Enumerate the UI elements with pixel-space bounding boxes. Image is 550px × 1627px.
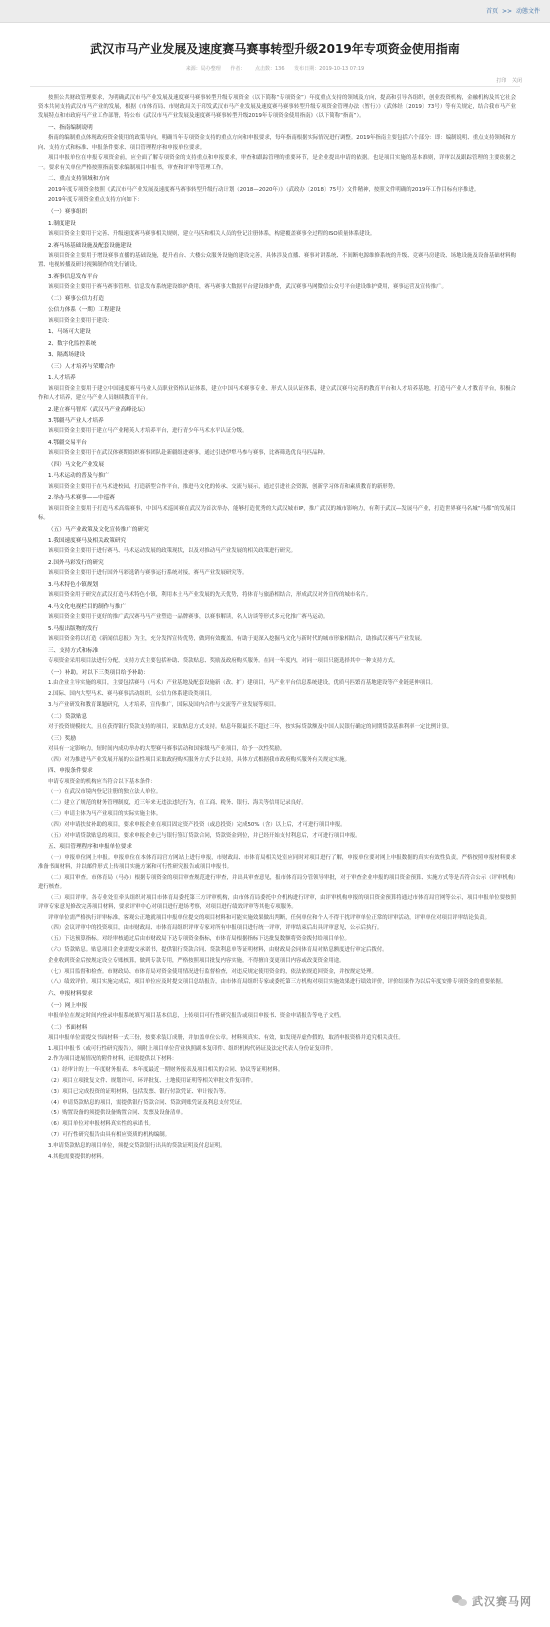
- body-paragraph: 该项目资金主要用于完善、升级速度赛马赛事相关规则，建立马匹和相关人员的登记注册体系，构建覆盖赛事全过程的ISO质量体系建设。: [48, 230, 376, 237]
- section-heading: 公信力体系（一期）工程建设: [48, 307, 121, 314]
- top-bar: [0, 0, 550, 23]
- divider: [30, 86, 520, 87]
- section-heading: 1、马场可大建设: [48, 329, 91, 336]
- section-heading: 3.鄂疆马产业人才培养: [48, 418, 104, 424]
- body-paragraph: 该项目资金主要用于在武汉体赛期组织赛事团队赴新疆组进赛事，通过引进伊犁马参与赛事，比赛筛选优良马匹品种。: [48, 450, 329, 457]
- body-paragraph: （2）项目立项批复文件、规划许可、环评批复、土地使用证明等相关审批文件复印件。: [48, 1077, 257, 1084]
- body-paragraph: 对于投资规模较大，且在获得银行贷款支持的项目，采取贴息方式支持。贴息年限最长不超过三年，按实际贷款额及中国人民银行确定的同期贷款基准利率一定比例计算。: [48, 723, 453, 730]
- section-heading: （五）马产业政策及文化宣传推广的研究: [48, 526, 149, 533]
- body-paragraph: 对具有一定影响力，短时间内成功举办的大型赛马赛事活动和国家级马产业项目，给予一次性奖励。: [48, 745, 286, 752]
- section-heading: （三）奖励: [48, 735, 76, 742]
- breadcrumb-separator: >>: [502, 8, 513, 15]
- body-paragraph: （一）在武汉市境内登记注册的独立法人单位。: [48, 789, 162, 796]
- body-paragraph: 2.作为项目进展情况的附件材料，还需提供以下材料：: [48, 1056, 178, 1063]
- body-paragraph: （四）对为推进马产业发展开展的公益性项目采取政府购买服务方式予以支持，具体方式根据我市政府购买服务有关规定实施。: [48, 756, 350, 763]
- body-paragraph: （四）对申请扶贫补助的项目，要求申报企业在项目固定资产投资（或总投资）完成50%（含）以上后，才可进行项目申报。: [48, 821, 346, 828]
- body-paragraph: （五）下达预算指标。对经审核通过后由市财政局下达专项资金指标，市体育局根据指标下达批复数额将资金拨付给项目单位。: [48, 936, 350, 943]
- section-heading: 1.制度建设: [48, 220, 76, 227]
- body-paragraph: 项目申报单位在申报专项资金前，应全面了解专项资金的支持重点和申报要求，审查和跟踪管理的重要环节，是企业提出申请的依据。也是项目实施的基本准则，详审以及跟踪管理的主要依据之一。要求有关单位严格按照指南要求编制项目申报书，审查和评审等管理工作。: [38, 155, 516, 171]
- body-paragraph: 2019年度专项资金重点支持方向如下：: [48, 197, 143, 204]
- wechat-icon: [452, 1595, 468, 1607]
- article-body: [38, 94, 516, 1604]
- watermark: [452, 1593, 532, 1609]
- body-paragraph: （5）购置设备的须提供设备购置合同、发票及设备清单。: [48, 1110, 187, 1117]
- body-paragraph: 评审单位需严格执行评审标准，客观公正地就项目申报单位提交的项目材料和可能实施效果做出判断，任何单位和个人不得干扰评审单位正常的评审活动，评审单位对项目评审结论负责。: [48, 914, 491, 921]
- body-paragraph: （三）项目评审。各专业处室牵头组织对项目市体育局委托第三方评审机构，由市体育局委托中介机构进行评审，由评审机构申报的项目资金预算将通过市体育局官网等公示，项目申报单位要按照评审专家意见修改完善项目材料，要求评审中心对项目进行进场考察，对项目进行绩效评审等其他专项服务。: [38, 894, 516, 910]
- section-heading: 1.马术运动的普及与推广: [48, 473, 110, 480]
- section-heading: （四）马文化产业发展: [48, 461, 104, 468]
- body-paragraph: 该项目资金主要用于建立中国速度赛马马业人员职业资格认证体系，建立中国马术赛事专业、形式人员认证体系，建立武汉赛马完善的教育平台和人才培养基地，打造马产业人才教育平台，积极合作和人才培养，建立马产业人员继续教育平台。: [38, 385, 516, 401]
- body-paragraph: 该项目资金主要用于打造马术高端赛事，中国马术巡回赛在武汉为首次举办，能够打造优秀的大武汉城市IP，推广武汉的城市影响力，有利于武汉―发展马产业，打造世界赛马名城“马都”的发展目标。: [38, 505, 516, 521]
- article-tools: [492, 77, 522, 84]
- section-heading: 1.人才培养: [48, 375, 76, 382]
- body-paragraph: 该项目资金主要用于进行赛马、马术运动发展的政策现状，以及对推动马产业发展的相关政策进行研究。: [48, 548, 296, 555]
- meta-source: 来源：局办整理: [185, 66, 221, 72]
- body-paragraph: （三）申请主体为马产业项目的实际实施主体。: [48, 810, 162, 817]
- body-paragraph: 4.其他需要提供的材料。: [48, 1153, 108, 1160]
- section-heading: （一）补助。对以下三类项目给予补助：: [48, 670, 149, 677]
- article-meta: [0, 65, 550, 72]
- section-heading: （二）书面材料: [48, 1024, 88, 1031]
- section-heading: 五、项目管理程序和申报单位要求: [48, 844, 132, 851]
- section-heading: 2.赛马场基础设施及配套设施建设: [48, 242, 132, 249]
- body-paragraph: 按照公共财政管理要求，为明确武汉市马产业发展及速度赛马赛事转型升级专项资金（以下简称“专项资金”）年度重点支持的领域及方向，提高和引导各组织，创业投资机构，金融机构及其它社会资本共同支持武汉市马产业的发展，根据《市体育局、市财政局关于印发武汉市马产业发展及速度赛马赛事转型升级专项资金管理办法（暂行）》（武体经〔2019〕73号）等有关规定，结合我市马产业发展特点和市政府马产业工作部署，特公布《武汉市马产业发展及速度赛马赛事转型升级2019年专项资金使用指南》（以下简称“指南”）。: [38, 95, 516, 120]
- body-paragraph: 企业收到资金后按规定设立专账核算，做到专款专用，严格按照项目批复内容实施，不得擅自变更项目内容或改变资金用途。: [48, 957, 345, 964]
- section-heading: 六、申报材料要求: [48, 991, 93, 998]
- body-paragraph: 1.由企业主导实施的项目，主要包括赛马（马术）产业基地及配套设施新（改、扩）建项目，马产业平台信息系统建设，优质马匹繁育基地建设等产业链延伸项目。: [48, 680, 436, 687]
- section-heading: 4.鄂疆交易平台: [48, 439, 87, 446]
- body-paragraph: 3.与产业研发和教育课题研究，人才培养，宣传推广，国际及国内合作与交流等产业发展等项目。: [48, 701, 280, 708]
- section-heading: 2、数字化监控系统: [48, 340, 97, 347]
- section-heading: （三）人才培养与荣耀合作: [48, 363, 116, 370]
- body-paragraph: （3）项目已完成投资的证明材料，包括发票、银行付款凭证、审计报告等。: [48, 1088, 230, 1095]
- body-paragraph: 项目申报单位需提交书面材料一式三份，按要求装订成册，并加盖单位公章。材料须真实、有效，如发现弄虚作假的，取消申报资格并追究相关责任。: [48, 1034, 404, 1041]
- section-heading: 1.我国速度赛马及相关政策研究: [48, 538, 127, 545]
- section-heading: （二）赛事公信力打造: [48, 295, 104, 302]
- body-paragraph: 2019年度专项资金按照《武汉市马产业发展及速度赛马赛事转型升级行动计划（2018—2020年）》（武政办〔2018〕75号）文件精神，按照文件明确的2019年工作目标有序推进。: [48, 186, 480, 193]
- close-link[interactable]: 关闭: [511, 78, 522, 84]
- watermark-text: 武汉赛马网: [472, 1595, 532, 1608]
- body-paragraph: （二）项目审查。市体育局（马办）根据专项资金的项目审查规范进行审查，并出具审查意见，报市体育局分管领导审批，对于审查企业申报的项目资金预算、实施方式等是否符合公示（评审机构）进行核查。: [38, 874, 516, 890]
- body-paragraph: （六）贷款贴息。贴息项目企业需提交承诺书，提供银行贷款合同、贷款利息单等证明材料，由财政局会同体育局对贴息额度进行审定后拨付。: [48, 946, 388, 953]
- section-heading: 3.赛事信息发布平台: [48, 273, 99, 280]
- section-heading: （二）贷款贴息: [48, 713, 88, 720]
- body-paragraph: （7）可行性研究报告由具有相应资质的机构编制。: [48, 1131, 171, 1138]
- body-paragraph: 该项目资金将以打造《新闻信息报》为主，充分发挥宣传优势，做到有效覆盖，有助于更深入挖掘马文化与新时代的城市形象相结合，助推武汉赛马产业发展。: [48, 636, 426, 643]
- body-paragraph: （6）项目单位对申报材料真实性的承诺书。: [48, 1121, 154, 1128]
- body-paragraph: 该项目资金主要用于更好的推广武汉赛马马产业塑造一品牌赛事，以赛事解读，名人访谈等形式多元化推广赛马运动。: [48, 614, 329, 621]
- section-heading: 2.建立赛马智库（武汉马产业高峰论坛）: [48, 406, 149, 413]
- body-paragraph: 1.项目申报书（或可行性研究报告），须附上项目单位营业执照副本复印件、组织机构代码证及法定代表人身份证复印件。: [48, 1045, 337, 1052]
- section-heading: 三、支持方式和标准: [48, 648, 99, 655]
- section-heading: （一）网上申报: [48, 1002, 88, 1009]
- body-paragraph: 该项目资金主要用于赛马赛事管理、信息发布系统建设维护费用，赛马赛事大数据平台建设维护费，武汉赛事马网微信公众号平台建设维护费用，赛事运营及宣传推广。: [48, 284, 447, 291]
- body-paragraph: 该项目资金主要用于增设赛事直播的基础设施，提升看台、大楼公众服务设施的建设完善，具体涉及直播、赛事对讲系统、不间断电源维修系统的升级、竞赛马房建设、场地设施及设备基础材料购置、电视转播及研讨视频制作的先行铺设。: [38, 252, 516, 269]
- section-heading: 3.马术特色小镇规划: [48, 582, 99, 589]
- body-paragraph: （二）建立了规范的财务管理制度，近三年来无违法违纪行为，在工商、税务、银行、海关等信用记录良好。: [48, 800, 307, 807]
- section-heading: （一）赛事组织: [48, 209, 88, 216]
- print-link[interactable]: 打印: [496, 78, 507, 84]
- section-heading: 2.举办马术赛事——中巡赛: [48, 495, 115, 502]
- body-paragraph: （四）会议评审中的投资项目，由市财政局、市体育局组织评审专家对所有申报项目进行统一评审，评审结束后出具评审意见，公示后执行。: [48, 925, 383, 932]
- body-paragraph: 3.申请贷款贴息的项目单位，须提交贷款银行出具的贷款证明及付息证明。: [48, 1142, 226, 1149]
- section-heading: 3、隔离场建设: [48, 352, 86, 359]
- section-heading: 一、指南编制说明: [48, 125, 93, 132]
- breadcrumb-current-link[interactable]: 动態文件: [515, 8, 540, 15]
- body-paragraph: （七）项目监督和检查。市财政局、市体育局对资金使用情况进行监督检查，对违反规定使用资金的，依法依规追回资金，并按规定处理。: [48, 968, 377, 975]
- body-paragraph: 该项目资金主要用于建立马产业精英人才培养平台，进行青少年马术水平认证分级。: [48, 428, 248, 435]
- article-title: 武汉市马产业发展及速度赛马赛事转型升级2019年专项资金使用指南: [90, 42, 460, 56]
- body-paragraph: 该项目资金用于研究在武汉打造马术特色小镇，利用本土马产业发展的先天优势，将体育与旅游相结合，形成武汉对外宣传的城市名片。: [48, 592, 372, 599]
- section-heading: 2.国外马彩发行的研究: [48, 560, 104, 567]
- body-paragraph: （八）绩效评价。项目实施完成后，项目单位应及时提交项目总结报告，由市体育局组织专家或委托第三方机构对项目实施效果进行绩效评价，评价结果作为以后年度安排专项资金的重要依据。: [48, 979, 507, 986]
- body-paragraph: 该项目资金主要用于进行国外马彩选销与赛事运行系统对接，赛马产业发展研究等。: [48, 570, 248, 577]
- meta-hits: 点击数：136: [255, 66, 285, 72]
- section-heading: 四、申报条件要求: [48, 768, 93, 775]
- body-paragraph: 专项资金采用项目法进行分配，支持方式主要包括补助、贷款贴息、奖励及政府购买服务。在同一年度内，对同一项目只能选择其中一种支持方式。: [48, 658, 399, 665]
- breadcrumb-home-link[interactable]: 首页: [486, 8, 499, 15]
- body-paragraph: 指南的编制重点体现政府资金使用的政策导向，明确当年专项资金支持的重点方向和申报要求，每年指南根据实际情况进行调整。2019年指南主要包括六个部分：即：编制说明、重点支持领域和方向、支持方式和标准、申报条件要求、项目管理程序和申报单位要求。: [38, 135, 516, 151]
- section-heading: 二、重点支持领域和方向: [48, 176, 110, 183]
- meta-date: 发布日期：2019-10-13 07:19: [294, 66, 365, 72]
- body-paragraph: 该项目资金主要用于建设：: [48, 317, 113, 324]
- body-paragraph: 申请专项资金的机构应当符合以下基本条件：: [48, 778, 156, 785]
- body-paragraph: （五）对申请贷款贴息的项目，要求申报企业已与银行签订贷款合同，贷款资金到位，并已经开始支付利息后，才可进行项目申报。: [48, 832, 361, 839]
- meta-author: 作者：: [230, 66, 246, 72]
- body-paragraph: 2.国际、国内大型马术、赛马赛事活动组织，公信力体系建设类项目。: [48, 691, 215, 698]
- body-paragraph: （1）经审计的上一年度财务报表、本年度最近一期财务报表及项目相关的合同、协议等证明材料。: [48, 1067, 284, 1074]
- body-paragraph: 该项目资金主要用于在马术进校园，打造新型合作平台，推进马文化的传承、交流与展示，通过引进社会资源，创新学习体育和素质教育的新形势。: [48, 483, 399, 490]
- section-heading: 4.马文化电视栏目的制作与推广: [48, 604, 127, 611]
- body-paragraph: （一）申报单位网上申报。申报单位在本体育局官方网站上进行申报，市财政局、市体育局相关处室应同时对项目进行了解，申报单位要对网上申报数据的真实有效性负责，严格按照申报材料要求准备书面材料，并以邮件形式上传项目实施方案和可行性研究报告或项目申报书。: [38, 854, 516, 870]
- section-heading: 5.马报出版物的发行: [48, 626, 99, 633]
- breadcrumb: [484, 6, 540, 15]
- body-paragraph: 申报单位在规定时间内登录申报系统填写项目基本信息，上传项目可行性研究报告或项目申报书、资金申请报告等电子文档。: [48, 1012, 345, 1019]
- body-paragraph: （4）申请贷款贴息的项目，需提供银行贷款合同、贷款到账凭证及利息支付凭证。: [48, 1099, 246, 1106]
